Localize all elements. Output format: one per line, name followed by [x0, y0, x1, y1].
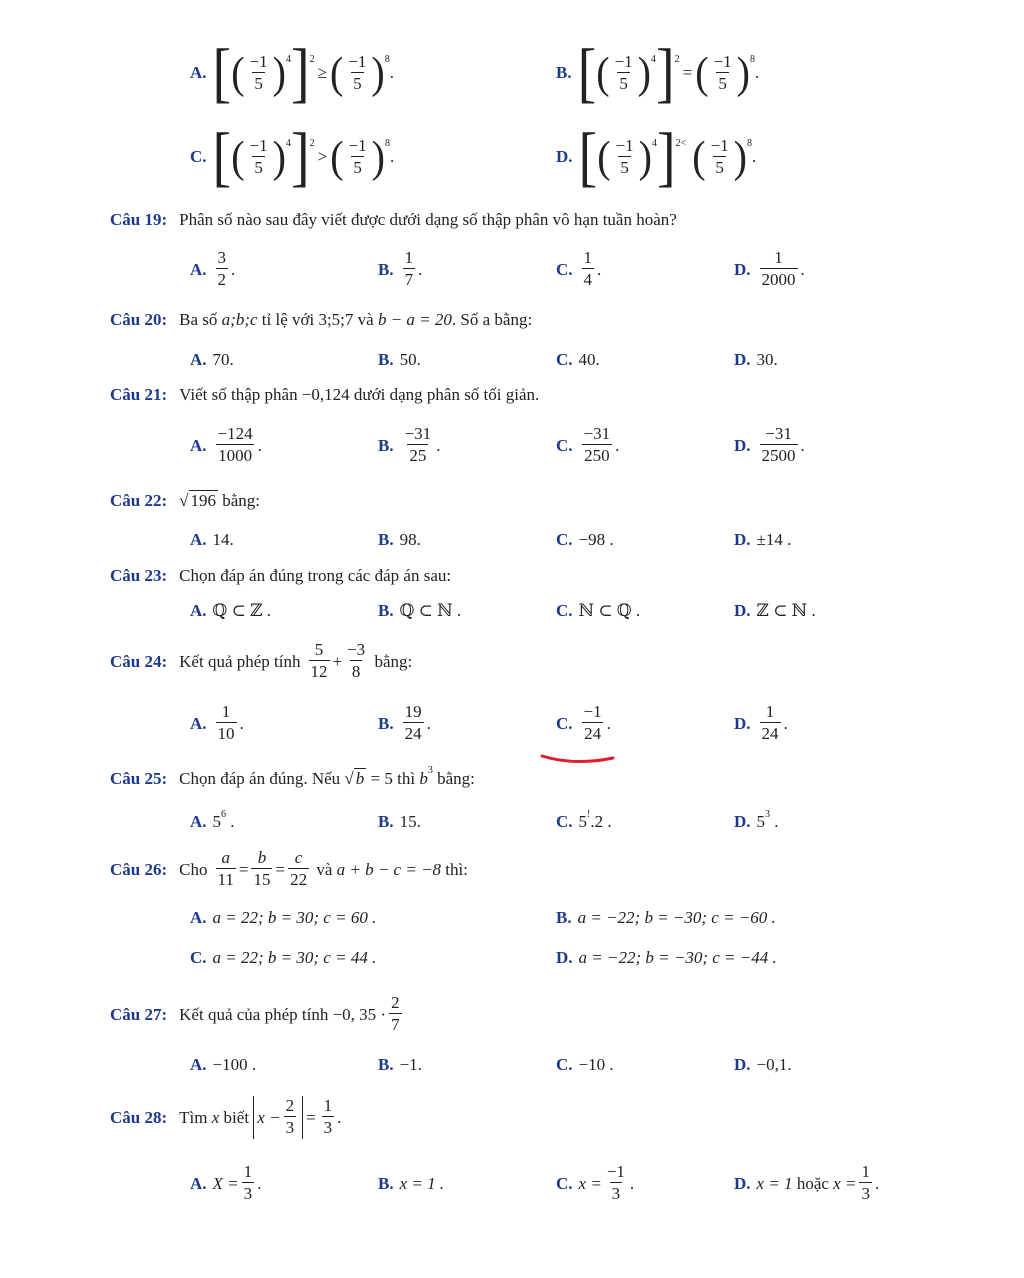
q25-option-d[interactable]: D. 5 $^3$ .: [734, 808, 779, 831]
fraction: $\frac{-1}{5}$: [710, 135, 729, 177]
question-25: Câu 25: Chọn đáp án đúng. Nếu √ b = 5 thì b $^3$ bằng:: [110, 765, 475, 788]
question-27: Câu 27: Kết quả của phép tính −0, 35 · $\frac{2}{7}$: [110, 993, 400, 1034]
absolute-value: x − $\frac{2}{3}$: [253, 1096, 303, 1139]
fraction: $\frac{-1}{5}$: [615, 135, 634, 177]
q18-option-b[interactable]: B. [ ( $\frac{-1}{5}$ ) $^4$ ] $^2$ = ( $\frac{-1}{5}$ ) $^8$ .: [556, 35, 760, 111]
q26-option-b[interactable]: B. a = −22; b = −30; c = −60 .: [556, 908, 776, 927]
question-23: Câu 23: Chọn đáp án đúng trong các đáp án sau:: [110, 566, 452, 585]
q18-option-a[interactable]: A. [ ( $\frac{-1}{5}$ ) $^4$ ] $^2$ ≥ ( $\frac{-1}{5}$ ) $^8$ .: [190, 35, 394, 111]
q27-option-d[interactable]: D. −0,1.: [734, 1055, 792, 1074]
q24-option-b[interactable]: B. $\frac{19}{24}$ .: [378, 702, 431, 743]
question-28: Câu 28: Tìm x biết x − $\frac{2}{3}$ = $\frac{1}{3}$ .: [110, 1096, 342, 1137]
q27-option-a[interactable]: A. −100 .: [190, 1055, 257, 1074]
q28-option-a[interactable]: A. X = $\frac{1}{3}$ .: [190, 1162, 262, 1203]
q23-option-c[interactable]: C. ℕ ⊂ ℚ .: [556, 601, 641, 620]
q19-option-d[interactable]: D. $\frac{1}{2000}$ .: [734, 248, 805, 289]
q21-option-b[interactable]: B. $\frac{-31}{25}$ .: [378, 424, 441, 465]
q25-option-a[interactable]: A. 5 $^6$ .: [190, 808, 235, 831]
q23-option-b[interactable]: B. ℚ ⊂ ℕ .: [378, 601, 462, 620]
q20-option-c[interactable]: C. 40.: [556, 350, 600, 369]
question-text: Phân số nào sau đây viết được dưới dạng số thập phân vô hạn tuần hoàn?: [179, 210, 677, 229]
q19-option-c[interactable]: C. $\frac{1}{4}$ .: [556, 248, 602, 289]
q28-option-b[interactable]: B. x = 1 .: [378, 1174, 445, 1193]
q26-option-c[interactable]: C. a = 22; b = 30; c = 44 .: [190, 948, 377, 967]
question-24: Câu 24: Kết quả phép tính $\frac{5}{12}$ + $\frac{-3}{8}$ bằng:: [110, 640, 413, 681]
question-26: Câu 26: Cho $\frac{a}{11}$ = $\frac{b}{15}$ = $\frac{c}{22}$ và a + b − c = −8 thì:: [110, 848, 468, 889]
fraction: $\frac{-1}{5}$: [614, 51, 633, 93]
question-label: Câu 19:: [110, 210, 168, 229]
question-22: Câu 22: √ 196 bằng:: [110, 490, 261, 510]
q24-option-d[interactable]: D. $\frac{1}{24}$ .: [734, 702, 788, 743]
sqrt-expression: √ 196: [179, 491, 216, 510]
option-label: B.: [556, 63, 572, 82]
q22-option-d[interactable]: D. ±14 .: [734, 530, 792, 549]
q27-option-c[interactable]: C. −10 .: [556, 1055, 614, 1074]
q25-option-c[interactable]: C. 5 ! .2 .: [556, 808, 612, 831]
q19-option-a[interactable]: A. $\frac{3}{2}$ .: [190, 248, 236, 289]
q23-option-d[interactable]: D. ℤ ⊂ ℕ .: [734, 601, 816, 620]
option-label: C.: [190, 147, 207, 166]
fraction: $\frac{-1}{5}$: [713, 51, 732, 93]
option-label: D.: [556, 147, 573, 166]
fraction: $\frac{-1}{5}$: [249, 51, 268, 93]
fraction: $\frac{-1}{5}$: [348, 51, 367, 93]
q20-option-d[interactable]: D. 30.: [734, 350, 778, 369]
answer-underline-mark: [540, 752, 615, 766]
q18-option-d[interactable]: D. [ ( $\frac{-1}{5}$ ) $^4$ ] $^{2<}$ ( $\frac{-1}{5}$ ) $^8$ .: [556, 119, 757, 195]
q25-option-b[interactable]: B. 15.: [378, 812, 421, 831]
option-label: A.: [190, 63, 207, 82]
q24-option-c[interactable]: C. $\frac{-1}{24}$ .: [556, 702, 611, 743]
q22-option-c[interactable]: C. −98 .: [556, 530, 614, 549]
q21-option-c[interactable]: C. $\frac{-31}{250}$ .: [556, 424, 620, 465]
q19-option-b[interactable]: B. $\frac{1}{7}$ .: [378, 248, 423, 289]
q26-option-d[interactable]: D. a = −22; b = −30; c = −44 .: [556, 948, 777, 967]
fraction: $\frac{-1}{5}$: [249, 135, 268, 177]
q28-option-d[interactable]: D. x = 1 hoặc x = $\frac{1}{3}$ .: [734, 1162, 880, 1203]
q21-option-d[interactable]: D. $\frac{-31}{2500}$ .: [734, 424, 805, 465]
q20-option-b[interactable]: B. 50.: [378, 350, 421, 369]
q22-option-a[interactable]: A. 14.: [190, 530, 234, 549]
q27-option-b[interactable]: B. −1.: [378, 1055, 422, 1074]
q26-option-a[interactable]: A. a = 22; b = 30; c = 60 .: [190, 908, 377, 927]
fraction: $\frac{-1}{5}$: [348, 135, 367, 177]
question-20: Câu 20: Ba số a;b;c tỉ lệ với 3;5;7 và b − a = 20 . Số a bằng:: [110, 310, 533, 329]
q22-option-b[interactable]: B. 98.: [378, 530, 421, 549]
q18-option-c[interactable]: C. [ ( $\frac{-1}{5}$ ) $^4$ ] $^2$ > ( $\frac{-1}{5}$ ) $^8$ .: [190, 119, 395, 195]
question-21: Câu 21: Viết số thập phân −0,124 dưới dạng phân số tối giản.: [110, 385, 540, 404]
q21-option-a[interactable]: A. $\frac{-124}{1000}$ .: [190, 424, 262, 465]
q23-option-a[interactable]: A. ℚ ⊂ ℤ .: [190, 601, 271, 620]
question-19: [110, 210, 677, 230]
q24-option-a[interactable]: A. $\frac{1}{10}$ .: [190, 702, 244, 743]
q28-option-c[interactable]: C. x = $\frac{-1}{3}$ .: [556, 1162, 635, 1203]
q20-option-a[interactable]: A. 70.: [190, 350, 234, 369]
